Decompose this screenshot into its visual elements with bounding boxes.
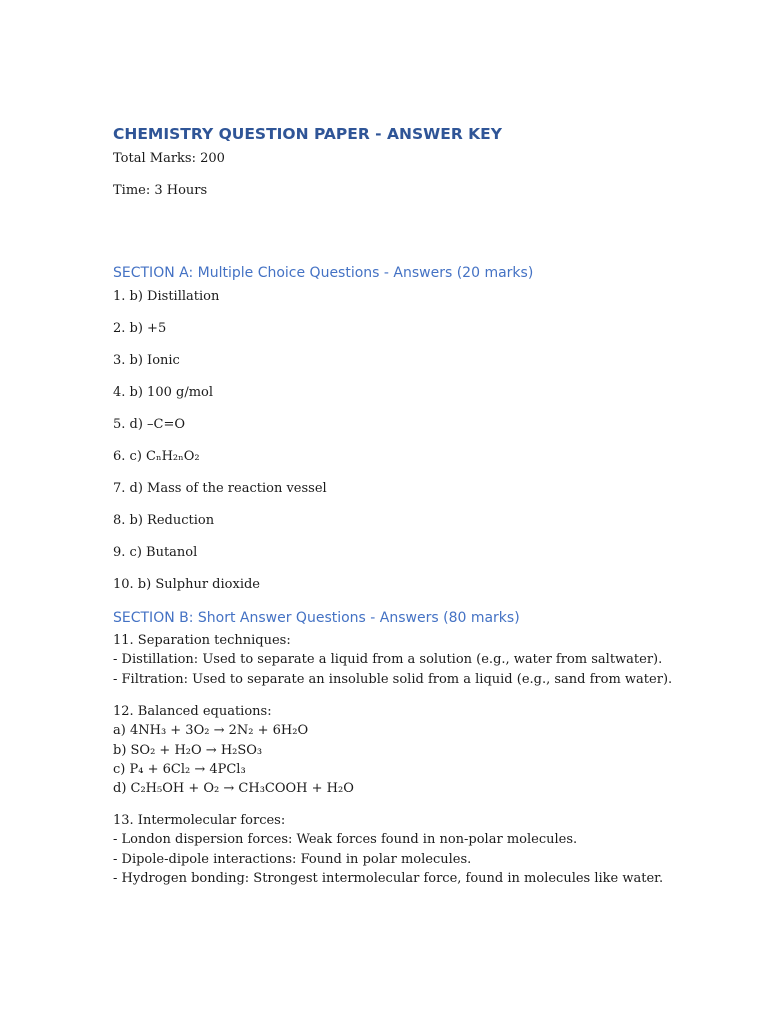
answer-item: 8. b) Reduction (113, 513, 215, 528)
section-b-heading: SECTION B: Short Answer Questions - Answers (80 marks) (113, 610, 520, 626)
answer-item: 7. d) Mass of the reaction vessel (113, 481, 327, 496)
document-title: CHEMISTRY QUESTION PAPER - ANSWER KEY (113, 125, 502, 143)
answer-item: 5. d) –C=O (113, 417, 186, 432)
time-allowed: Time: 3 Hours (113, 183, 208, 198)
answer-line: - Filtration: Used to separate an insoluble solid from a liquid (e.g., sand from water). (113, 671, 673, 687)
answer-item: 4. b) 100 g/mol (113, 385, 214, 400)
answer-line: d) C₂H₅OH + O₂ → CH₃COOH + H₂O (113, 781, 354, 797)
answer-item: 3. b) Ionic (113, 353, 180, 368)
answer-item: 9. c) Butanol (113, 545, 198, 560)
answer-item: 10. b) Sulphur dioxide (113, 577, 260, 592)
question-13-answer (113, 811, 663, 888)
total-marks: Total Marks: 200 (113, 151, 225, 166)
answer-item: 2. b) +5 (113, 321, 167, 336)
answer-line: c) P₄ + 6Cl₂ → 4PCl₃ (113, 761, 246, 777)
answer-line: - London dispersion forces: Weak forces found in non-polar molecules. (113, 832, 578, 848)
question-title: 12. Balanced equations: (113, 704, 272, 719)
question-title: 11. Separation techniques: (113, 633, 291, 648)
answer-line: - Dipole-dipole interactions: Found in polar molecules. (113, 851, 472, 867)
answer-item: 6. c) CₙH₂ₙO₂ (113, 449, 200, 464)
question-12-answer (113, 702, 354, 798)
question-title: 13. Intermolecular forces: (113, 813, 286, 828)
answer-line: a) 4NH₃ + 3O₂ → 2N₂ + 6H₂O (113, 723, 309, 739)
answer-line: - Distillation: Used to separate a liquid from a solution (e.g., water from saltwater). (113, 652, 663, 668)
answer-item: 1. b) Distillation (113, 289, 220, 304)
answer-line: - Hydrogen bonding: Strongest intermolecular force, found in molecules like water. (113, 870, 664, 886)
question-11-answer (113, 631, 672, 689)
section-a-heading: SECTION A: Multiple Choice Questions - Answers (20 marks) (113, 265, 534, 281)
answer-line: b) SO₂ + H₂O → H₂SO₃ (113, 742, 263, 758)
